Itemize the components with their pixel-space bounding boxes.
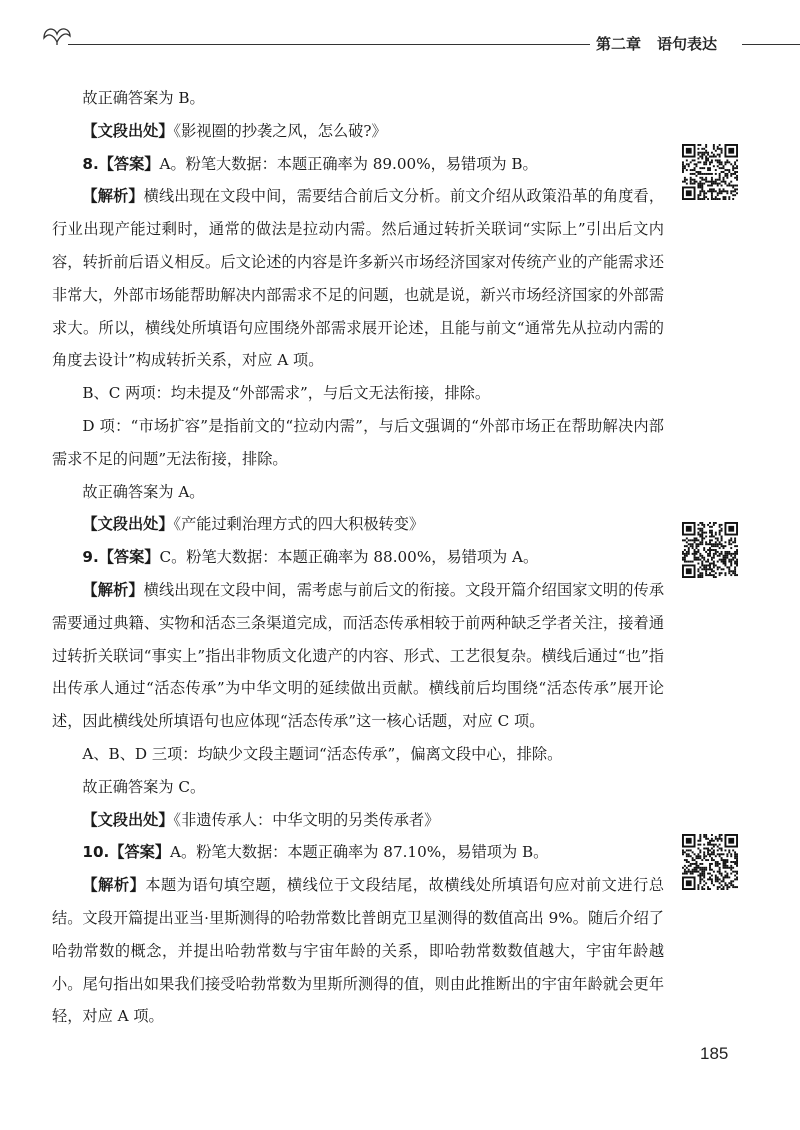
paragraph-analysis-9: 【解析】横线出现在文段中间，需考虑与前后文的衔接。文段开篇介绍国家文明的传承需要通过典籍、实物和活态三条渠道完成，而活态传承相较于前两种缺乏学者关注，接着通过转折关联词“事实上”指出非物质文化遗产的内容、形式、工艺很复杂。横线后通过“也”指出传承人通过“活态传承”为中华文明的延续做出贡献。横线前后均围绕“活态传承”展开论述，因此横线处所填语句也应体现“活态传承”这一核心话题，对应 C 项。 bbox=[52, 580, 665, 731]
page-number: 185 bbox=[700, 1044, 729, 1063]
chapter-title bbox=[596, 33, 717, 54]
paragraph: A、B、D 三项：均缺少文段主题词“活态传承”，偏离文段中心，排除。 bbox=[82, 744, 563, 763]
analysis-tag: 【解析】 bbox=[82, 580, 144, 599]
source-tag: 【文段出处】 bbox=[82, 121, 174, 140]
qr-code-icon[interactable] bbox=[682, 834, 738, 890]
answer-tag: 10.【答案】 bbox=[82, 843, 171, 862]
source-tag: 【文段出处】 bbox=[82, 515, 174, 534]
header-rule-left bbox=[68, 44, 590, 45]
paragraph-answer-8: 8.【答案】A。粉笔大数据：本题正确率为 89.00%，易错项为 B。 bbox=[82, 154, 538, 173]
analysis-tag: 【解析】 bbox=[82, 876, 146, 895]
paragraph: 故正确答案为 C。 bbox=[82, 777, 206, 796]
answer-tag: 9.【答案】 bbox=[82, 548, 160, 567]
paragraph-source: 【文段出处】《影视圈的抄袭之风，怎么破?》 bbox=[82, 121, 387, 140]
source-tag: 【文段出处】 bbox=[82, 810, 174, 829]
header-rule-right bbox=[742, 44, 800, 45]
paragraph: B、C 两项：均未提及“外部需求”，与后文无法衔接，排除。 bbox=[82, 384, 491, 403]
page-header bbox=[0, 0, 800, 60]
paragraph: D 项：“市场扩容”是指前文的“拉动内需”，与后文强调的“外部市场正在帮助解决内部需求不足的问题”无法衔接，排除。 bbox=[52, 416, 664, 468]
paragraph-analysis-8: 【解析】横线出现在文段中间，需要结合前后文分析。前文介绍从政策沿革的角度看，行业出现产能过剩时，通常的做法是拉动内需。然后通过转折关联词“实际上”引出后文内容，转折前后语义相反。后文论述的内容是许多新兴市场经济国家对传统产业的产能需求还非常大，外部市场能帮助解决内部需求不足的问题，也就是说，新兴市场经济国家的外部需求大。所以，横线处所填语句应围绕外部需求展开论述，且能与前文“通常先从拉动内需的角度去设计”构成转折关系，对应 A 项。 bbox=[52, 187, 665, 370]
paragraph: 故正确答案为 B。 bbox=[82, 89, 205, 107]
paragraph-analysis-10: 【解析】本题为语句填空题，横线位于文段结尾，故横线处所填语句应对前文进行总结。文段开篇提出亚当·里斯测得的哈勃常数比普朗克卫星测得的数值高出 9%。随后介绍了哈勃常数的概念，并提出哈勃常数与宇宙年龄的关系，即哈勃常数数值越大，宇宙年龄越小。尾句指出如果我们接受哈勃常数为里斯所测得的值，则由此推断出的宇宙年龄就会更年轻，对应 A 项。 bbox=[52, 876, 665, 1026]
paragraph-source: 【文段出处】《产能过剩治理方式的四大积极转变》 bbox=[82, 515, 425, 534]
paragraph-answer-9: 9.【答案】C。粉笔大数据：本题正确率为 88.00%，易错项为 A。 bbox=[82, 548, 539, 567]
qr-code-icon[interactable] bbox=[682, 144, 738, 200]
chapter-label: 第二章 bbox=[596, 35, 642, 53]
analysis-tag: 【解析】 bbox=[82, 187, 144, 206]
section-label: 语句表达 bbox=[657, 35, 718, 53]
paragraph-answer-10: 10.【答案】A。粉笔大数据：本题正确率为 87.10%，易错项为 B。 bbox=[82, 843, 549, 862]
answer-explanations bbox=[52, 82, 664, 1033]
paragraph-source: 【文段出处】《非遗传承人：中华文明的另类传承者》 bbox=[82, 810, 440, 829]
qr-code-icon[interactable] bbox=[682, 522, 738, 578]
leaf-ornament-icon bbox=[40, 24, 74, 46]
answer-tag: 8.【答案】 bbox=[82, 154, 160, 173]
paragraph: 故正确答案为 A。 bbox=[82, 482, 205, 501]
